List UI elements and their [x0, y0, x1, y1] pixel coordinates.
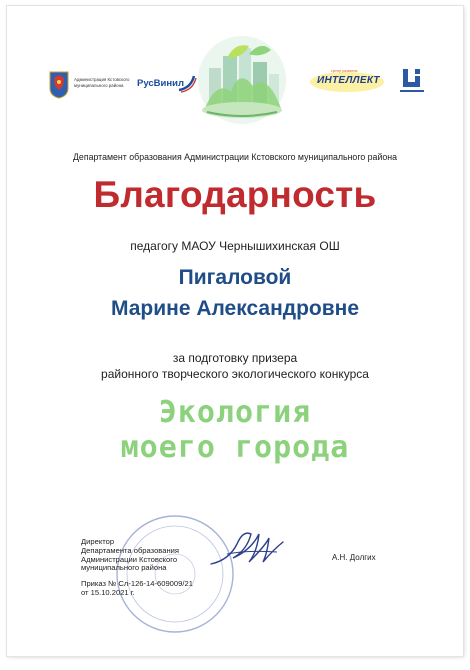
- certificate-sheet: [7, 6, 463, 656]
- recipient-given-names: Марине Александровне: [110, 297, 360, 320]
- contest-title-line-2: моего города: [120, 430, 350, 465]
- kstovo-logo-caption: Администрация Кстовского муниципального района: [74, 77, 130, 88]
- intellect-logo-text: ИНТЕЛЛЕКТ: [317, 75, 380, 86]
- intellect-logo-subtitle: Центр развития: [331, 69, 358, 73]
- reason-line-2: районного творческого экологического конкурса: [101, 367, 369, 381]
- reason-line-1: за подготовку призера: [172, 351, 298, 365]
- rusvinyl-logo-text: РусВинил: [137, 78, 184, 89]
- li-logo-icon: [397, 66, 427, 96]
- coat-of-arms-icon: [49, 71, 69, 99]
- contest-title-line-1: Экология: [158, 395, 312, 430]
- recipient-position: педагогу МАОУ Чернышихинская ОШ: [130, 239, 340, 253]
- department-line: Департамент образования Администрации Кстовского муниципального района: [72, 152, 398, 162]
- signer-name: А.Н. Долгих: [332, 553, 376, 562]
- certificate-headline: Благодарность: [93, 174, 377, 215]
- intellect-center-logo: [309, 66, 387, 96]
- order-reference: Приказ № Сл-126-14-609009/21 от 15.10.2021 г.: [81, 579, 193, 597]
- handwritten-signature: [207, 520, 287, 570]
- eco-city-emblem: [187, 28, 297, 128]
- recipient-surname: Пигаловой: [178, 266, 292, 289]
- signatory-title: Директор Департамента образования Администрации Кстовского муниципального района: [81, 537, 180, 573]
